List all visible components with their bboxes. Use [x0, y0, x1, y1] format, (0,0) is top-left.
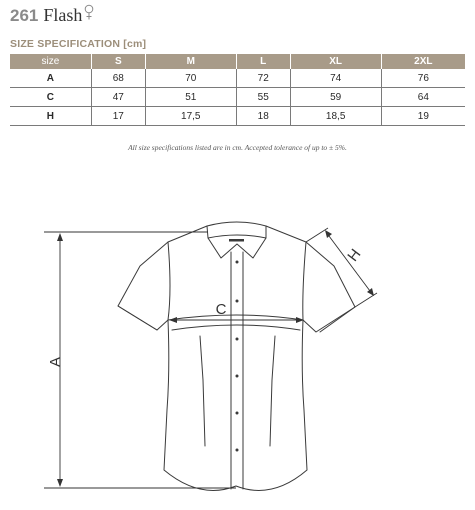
shirt-diagram	[0, 200, 475, 510]
tolerance-note: All size specifications listed are in cm. Accepted tolerance of up to ± 5%.	[128, 143, 347, 152]
table-cell: 18	[236, 107, 290, 126]
buttons	[236, 261, 239, 452]
row-label: A	[10, 69, 91, 88]
table-cell: 70	[145, 69, 236, 88]
table-row	[10, 69, 465, 88]
table-cell: 18,5	[290, 107, 381, 126]
female-symbol-icon	[84, 4, 94, 26]
table-row	[10, 88, 465, 107]
column-header: S	[91, 54, 145, 69]
table-cell: 17	[91, 107, 145, 126]
section-title: SIZE SPECIFICATION [cm]	[10, 38, 147, 50]
label-a: A	[47, 356, 64, 368]
table-row	[10, 107, 465, 126]
column-header: size	[10, 54, 91, 69]
product-header	[10, 4, 94, 28]
row-label: H	[10, 107, 91, 126]
label-c: C	[215, 301, 227, 318]
row-label: C	[10, 88, 91, 107]
table-cell: 47	[91, 88, 145, 107]
table-cell: 64	[381, 88, 465, 107]
product-code: 261	[10, 6, 39, 25]
table-cell: 19	[381, 107, 465, 126]
table-cell: 17,5	[145, 107, 236, 126]
dimension-a	[44, 232, 236, 488]
table-cell: 51	[145, 88, 236, 107]
column-header: L	[236, 54, 290, 69]
table-cell: 68	[91, 69, 145, 88]
table-cell: 76	[381, 69, 465, 88]
column-header: M	[145, 54, 236, 69]
table-header-row	[10, 54, 465, 69]
column-header: 2XL	[381, 54, 465, 69]
product-name: Flash	[43, 5, 83, 25]
dimension-h	[306, 228, 377, 307]
table-cell: 55	[236, 88, 290, 107]
label-h: H	[344, 245, 365, 265]
column-header: XL	[290, 54, 381, 69]
table-cell: 72	[236, 69, 290, 88]
size-table	[10, 54, 465, 126]
table-cell: 74	[290, 69, 381, 88]
table-cell: 59	[290, 88, 381, 107]
